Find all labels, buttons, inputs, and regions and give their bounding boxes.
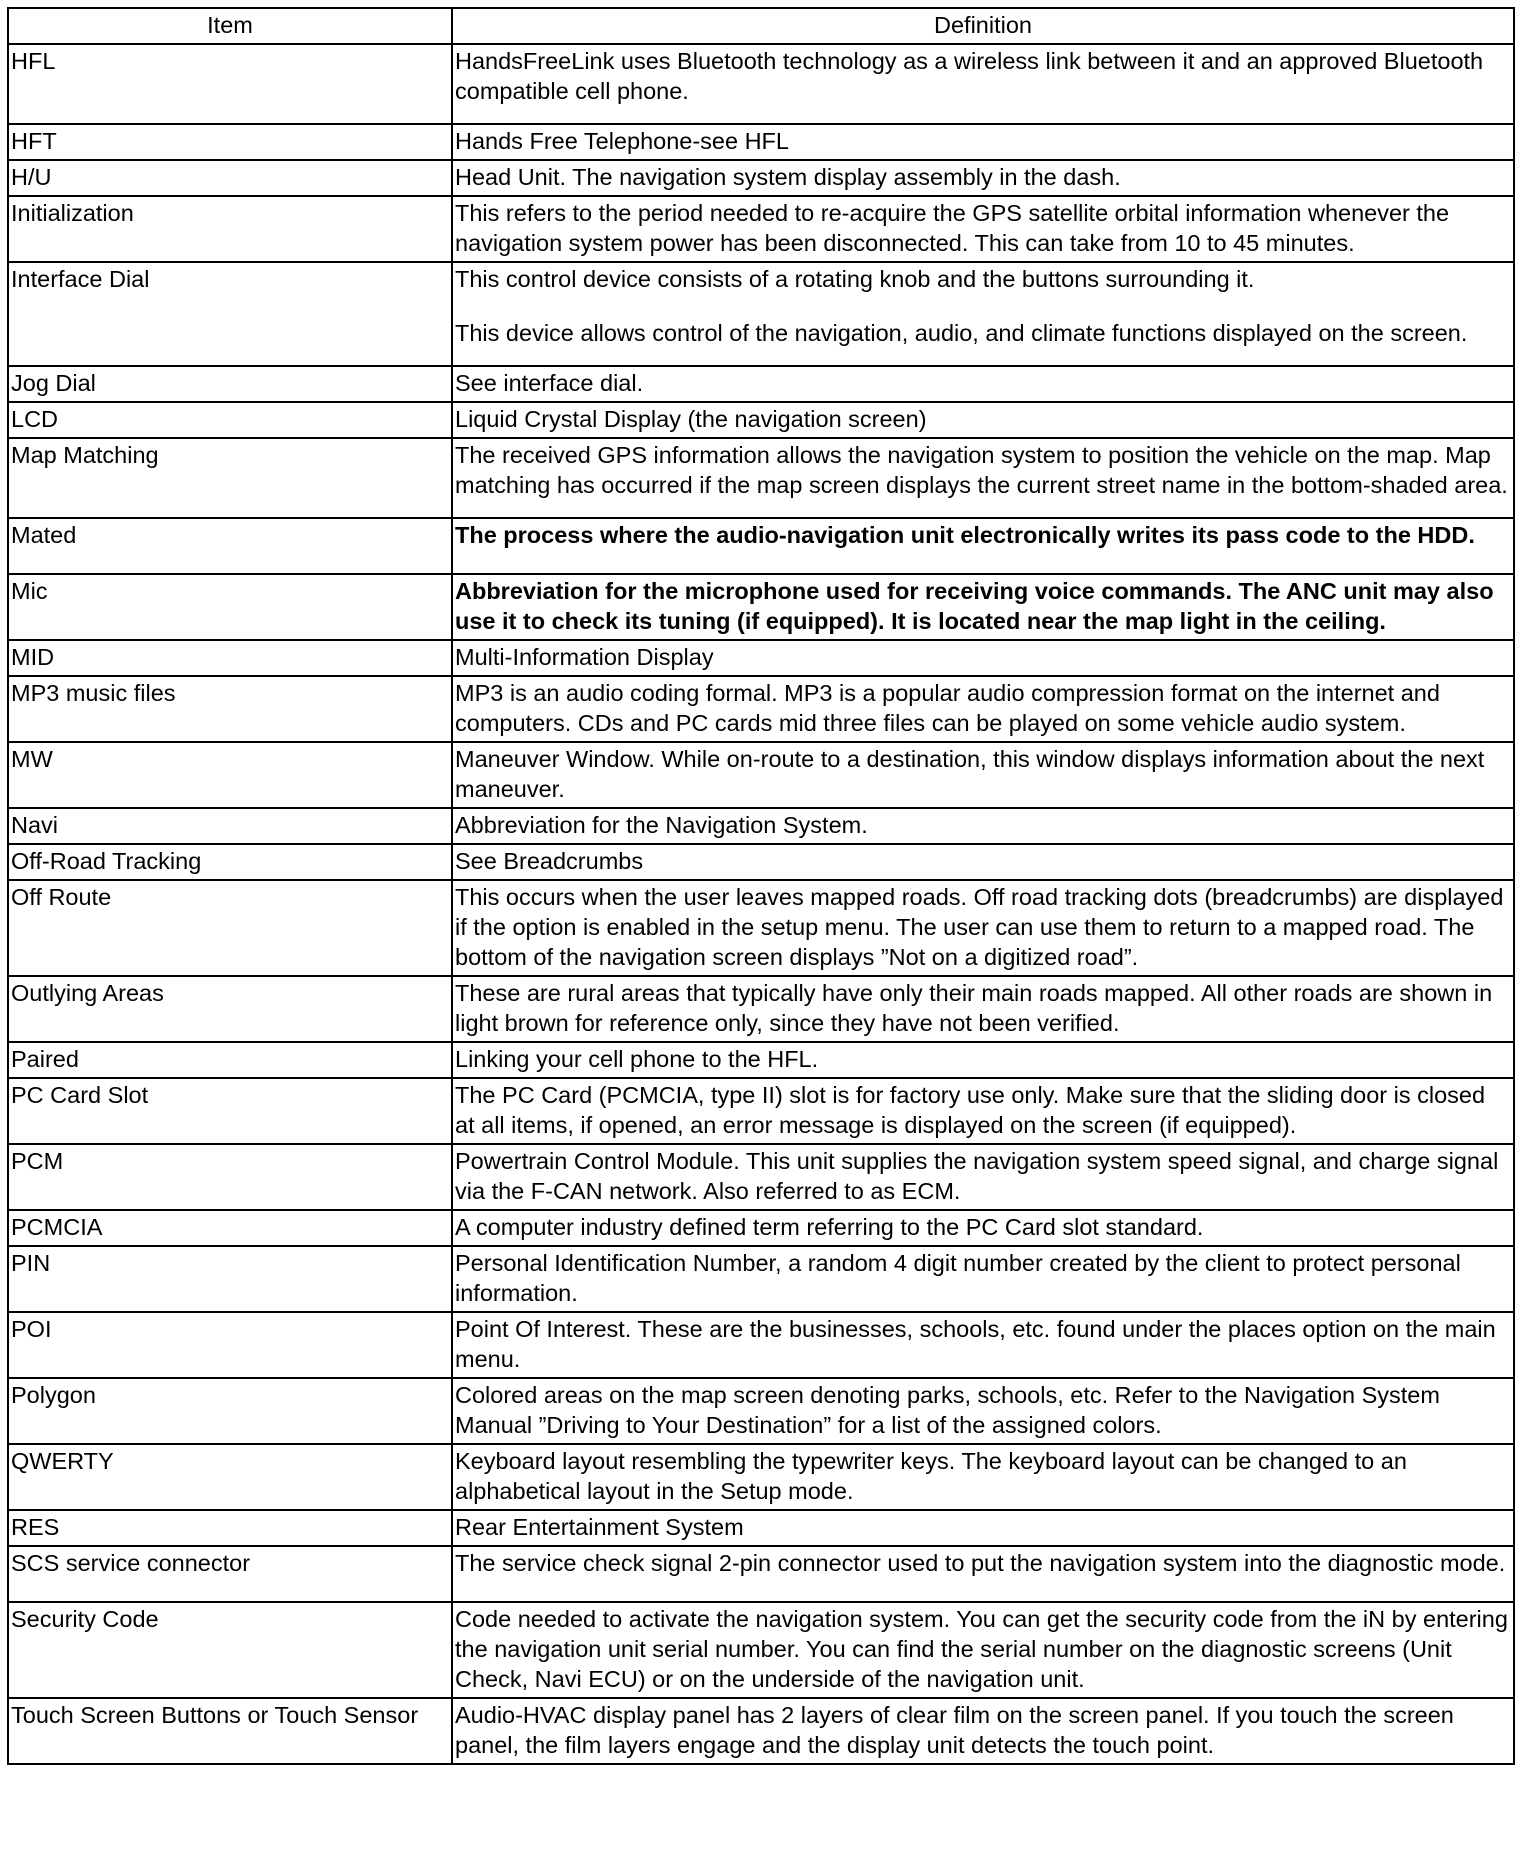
definition-paragraph: The service check signal 2-pin connector used to put the navigation system into the diagnostic mode. — [455, 1550, 1506, 1576]
table-row — [8, 844, 1514, 880]
table-row — [8, 124, 1514, 160]
definition-paragraph: Colored areas on the map screen denoting parks, schools, etc. Refer to the Navigation System Manual ”Driving to Your Destination” for a list of the assigned colors. — [455, 1382, 1440, 1438]
table-row — [8, 160, 1514, 196]
table-row — [8, 366, 1514, 402]
definition-paragraph: This control device consists of a rotating knob and the buttons surrounding it. — [455, 266, 1255, 292]
table-row — [8, 1510, 1514, 1546]
definition-paragraph: Liquid Crystal Display (the navigation screen) — [455, 406, 927, 432]
definition-cell — [452, 366, 1514, 402]
item-cell: HFT — [8, 124, 452, 160]
definition-cell — [452, 402, 1514, 438]
definition-paragraph: See interface dial. — [455, 370, 644, 396]
table-row — [8, 742, 1514, 808]
item-cell: Map Matching — [8, 438, 452, 518]
item-cell: Off-Road Tracking — [8, 844, 452, 880]
definition-paragraph: Hands Free Telephone-see HFL — [455, 128, 789, 154]
definition-paragraph: This refers to the period needed to re-acquire the GPS satellite orbital information whenever the navigation system power has been disconnected. This can take from 10 to 45 minutes. — [455, 200, 1450, 256]
table-row — [8, 402, 1514, 438]
definition-cell — [452, 1510, 1514, 1546]
item-cell: RES — [8, 1510, 452, 1546]
definition-cell — [452, 640, 1514, 676]
table-row — [8, 1444, 1514, 1510]
glossary-rows — [8, 44, 1514, 1764]
item-column-header: Item — [8, 8, 452, 44]
definition-paragraph: MP3 is an audio coding formal. MP3 is a popular audio compression format on the internet and computers. CDs and PC cards mid three files can be played on some vehicle audio system. — [455, 680, 1440, 736]
header-row — [8, 8, 1514, 44]
definition-paragraph: Rear Entertainment System — [455, 1514, 744, 1540]
item-cell: Off Route — [8, 880, 452, 976]
item-cell: Navi — [8, 808, 452, 844]
item-cell: LCD — [8, 402, 452, 438]
item-cell: Touch Screen Buttons or Touch Sensor — [8, 1698, 452, 1764]
item-cell: QWERTY — [8, 1444, 452, 1510]
definition-cell — [452, 262, 1514, 366]
item-cell: PCMCIA — [8, 1210, 452, 1246]
item-cell: PCM — [8, 1144, 452, 1210]
definition-cell — [452, 808, 1514, 844]
definition-cell — [452, 574, 1514, 640]
table-row — [8, 438, 1514, 518]
definition-cell — [452, 1042, 1514, 1078]
table-row — [8, 1698, 1514, 1764]
definition-paragraph: A computer industry defined term referring to the PC Card slot standard. — [455, 1214, 1204, 1240]
definition-cell — [452, 1312, 1514, 1378]
table-row — [8, 518, 1514, 574]
definition-paragraph: Powertrain Control Module. This unit supplies the navigation system speed signal, and charge signal via the F-CAN network. Also referred to as ECM. — [455, 1148, 1499, 1204]
item-cell: Paired — [8, 1042, 452, 1078]
item-cell: Outlying Areas — [8, 976, 452, 1042]
table-row — [8, 640, 1514, 676]
table-row — [8, 1210, 1514, 1246]
item-cell: H/U — [8, 160, 452, 196]
definition-cell — [452, 1444, 1514, 1510]
table-row — [8, 880, 1514, 976]
definition-cell — [452, 438, 1514, 518]
table-row — [8, 1144, 1514, 1210]
definition-paragraph: Abbreviation for the microphone used for receiving voice commands. The ANC unit may also use it to check its tuning (if equipped). It is located near the map light in the ceiling. — [455, 578, 1494, 634]
definition-cell — [452, 742, 1514, 808]
definition-paragraph: These are rural areas that typically have only their main roads mapped. All other roads are shown in light brown for reference only, since they have not been verified. — [455, 980, 1493, 1036]
table-row — [8, 676, 1514, 742]
definition-cell — [452, 1698, 1514, 1764]
definition-cell — [452, 1078, 1514, 1144]
table-row — [8, 262, 1514, 366]
definition-paragraph: Audio-HVAC display panel has 2 layers of clear film on the screen panel. If you touch the screen panel, the film layers engage and the display unit detects the touch point. — [455, 1702, 1454, 1758]
definition-cell — [452, 976, 1514, 1042]
table-row — [8, 44, 1514, 124]
definition-cell — [452, 844, 1514, 880]
table-row — [8, 1078, 1514, 1144]
definition-paragraph: Linking your cell phone to the HFL. — [455, 1046, 819, 1072]
definition-cell — [452, 196, 1514, 262]
table-row — [8, 1378, 1514, 1444]
glossary-page — [7, 7, 1513, 1765]
item-cell: Security Code — [8, 1602, 452, 1698]
item-cell: POI — [8, 1312, 452, 1378]
definition-paragraph: The PC Card (PCMCIA, type II) slot is for factory use only. Make sure that the sliding door is closed at all items, if opened, an error message is displayed on the screen (if equipped). — [455, 1082, 1486, 1138]
table-row — [8, 1312, 1514, 1378]
item-cell: Mated — [8, 518, 452, 574]
item-cell: MW — [8, 742, 452, 808]
definition-paragraph: Abbreviation for the Navigation System. — [455, 812, 868, 838]
table-row — [8, 976, 1514, 1042]
definition-paragraph: Multi-Information Display — [455, 644, 714, 670]
definition-paragraph: Keyboard layout resembling the typewriter keys. The keyboard layout can be changed to an alphabetical layout in the Setup mode. — [455, 1448, 1407, 1504]
definition-cell — [452, 124, 1514, 160]
table-row — [8, 574, 1514, 640]
definition-paragraph: This occurs when the user leaves mapped roads. Off road tracking dots (breadcrumbs) are displayed if the option is enabled in the setup menu. The user can use them to return to a mapped road. The bottom of the navigation screen displays ”Not on a digitized road”. — [455, 884, 1504, 970]
definition-paragraph: The process where the audio-navigation unit electronically writes its pass code to the HDD. — [455, 522, 1475, 548]
table-row — [8, 808, 1514, 844]
item-cell: SCS service connector — [8, 1546, 452, 1602]
definition-paragraph: HandsFreeLink uses Bluetooth technology as a wireless link between it and an approved Bluetooth compatible cell phone. — [455, 48, 1484, 104]
item-cell: Initialization — [8, 196, 452, 262]
item-cell: MID — [8, 640, 452, 676]
definition-cell — [452, 1144, 1514, 1210]
definition-cell — [452, 1246, 1514, 1312]
definition-cell — [452, 1210, 1514, 1246]
paragraph-gap — [455, 294, 1511, 318]
table-row — [8, 1246, 1514, 1312]
definition-cell — [452, 676, 1514, 742]
definition-cell — [452, 44, 1514, 124]
definition-paragraph: This device allows control of the navigation, audio, and climate functions displayed on the screen. — [455, 320, 1468, 346]
table-row — [8, 1042, 1514, 1078]
item-cell: PC Card Slot — [8, 1078, 452, 1144]
item-cell: Jog Dial — [8, 366, 452, 402]
item-cell: Interface Dial — [8, 262, 452, 366]
definition-paragraph: Personal Identification Number, a random 4 digit number created by the client to protect personal information. — [455, 1250, 1461, 1306]
table-row — [8, 1546, 1514, 1602]
table-row — [8, 196, 1514, 262]
definition-column-header: Definition — [452, 8, 1514, 44]
item-cell: Polygon — [8, 1378, 452, 1444]
definition-paragraph: Code needed to activate the navigation system. You can get the security code from the iN by entering the navigation unit serial number. You can find the serial number on the diagnostic screens (Unit Check, Navi ECU) or on the underside of the navigation unit. — [455, 1606, 1508, 1692]
definition-cell — [452, 1602, 1514, 1698]
definition-cell — [452, 518, 1514, 574]
definition-paragraph: Point Of Interest. These are the businesses, schools, etc. found under the places option on the main menu. — [455, 1316, 1496, 1372]
definition-paragraph: Maneuver Window. While on-route to a destination, this window displays information about the next maneuver. — [455, 746, 1485, 802]
definition-cell — [452, 160, 1514, 196]
definition-cell — [452, 1546, 1514, 1602]
item-cell: PIN — [8, 1246, 452, 1312]
table-row — [8, 1602, 1514, 1698]
definition-paragraph: Head Unit. The navigation system display assembly in the dash. — [455, 164, 1121, 190]
glossary-table — [7, 7, 1515, 1765]
item-cell: Mic — [8, 574, 452, 640]
definition-paragraph: The received GPS information allows the navigation system to position the vehicle on the map. Map matching has occurred if the map screen displays the current street name in the bottom-shaded area. — [455, 442, 1508, 498]
definition-cell — [452, 1378, 1514, 1444]
item-cell: HFL — [8, 44, 452, 124]
definition-cell — [452, 880, 1514, 976]
definition-paragraph: See Breadcrumbs — [455, 848, 644, 874]
item-cell: MP3 music files — [8, 676, 452, 742]
